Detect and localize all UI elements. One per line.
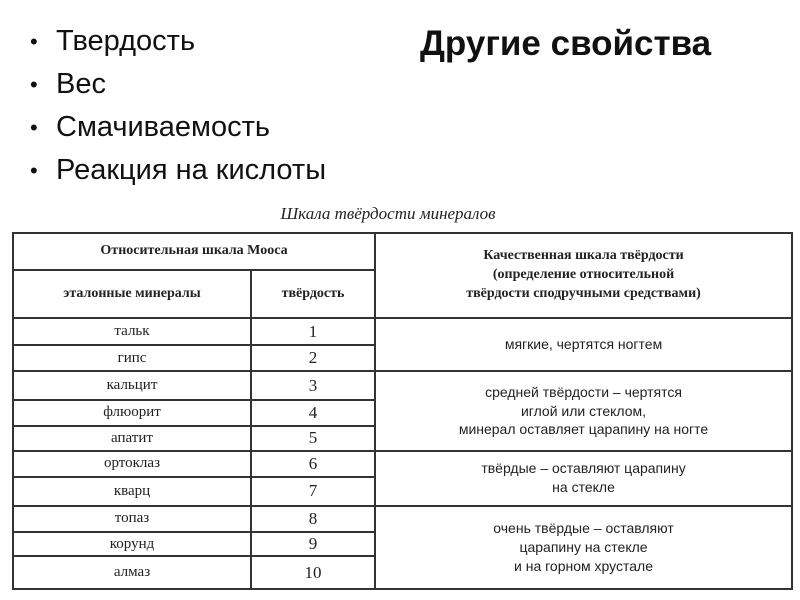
bullet-dot-icon: • (30, 28, 38, 54)
bullet-text: Твердость (56, 25, 196, 57)
table-row (13, 506, 792, 532)
mineral-cell: флюорит (13, 400, 251, 426)
qualitative-group-cell (375, 506, 792, 589)
mineral-column-header: эталонные минералы (13, 270, 251, 319)
qualitative-line: мягкие, чертятся ногтем (504, 336, 663, 353)
hardness-cell: 10 (251, 556, 375, 589)
qualitative-group-cell (375, 451, 792, 506)
table-header-row (13, 233, 792, 270)
bullet-text: Смачиваемость (56, 111, 270, 143)
hardness-cell: 6 (251, 451, 375, 477)
slide-title: Другие свойства (420, 24, 712, 63)
mineral-cell: ортоклаз (13, 451, 251, 477)
qualitative-header-line: Качественная шкала твёрдости (483, 248, 684, 264)
hardness-cell: 9 (251, 532, 375, 556)
qualitative-header-line: твёрдости сподручными средствами) (466, 286, 701, 302)
mineral-cell: топаз (13, 506, 251, 532)
qualitative-scale-header (375, 233, 792, 318)
qualitative-line: очень твёрдые – оставляют (493, 519, 674, 536)
qualitative-group-cell (375, 318, 792, 371)
bullet-dot-icon: • (30, 71, 38, 97)
table-row (13, 318, 792, 344)
hardness-cell: 7 (251, 477, 375, 505)
bullet-item (30, 106, 326, 149)
mineral-cell: корунд (13, 532, 251, 556)
hardness-scale-table (12, 232, 793, 590)
mineral-cell: алмаз (13, 556, 251, 589)
hardness-cell: 4 (251, 400, 375, 426)
mineral-cell: апатит (13, 426, 251, 450)
table-row (13, 451, 792, 477)
hardness-cell: 8 (251, 506, 375, 532)
hardness-column-header: твёрдость (251, 270, 375, 319)
mineral-cell: гипс (13, 345, 251, 371)
mohs-scale-header: Относительная шкала Мооса (13, 233, 375, 270)
bullet-item (30, 149, 326, 192)
hardness-cell: 2 (251, 345, 375, 371)
mineral-cell: кварц (13, 477, 251, 505)
hardness-cell: 3 (251, 371, 375, 399)
bullet-text: Реакция на кислоты (56, 154, 327, 186)
hardness-cell: 5 (251, 426, 375, 450)
qualitative-line: и на горном хрустале (514, 557, 654, 574)
bullet-text: Вес (56, 68, 106, 100)
qualitative-group-cell (375, 371, 792, 450)
bullet-item (30, 20, 326, 63)
qualitative-line: твёрдые – оставляют царапину (481, 460, 686, 477)
mineral-cell: кальцит (13, 371, 251, 399)
qualitative-header-line: (определение относительной (492, 267, 675, 283)
qualitative-line: царапину на стекле (519, 538, 648, 555)
table-caption (0, 204, 800, 224)
property-bullet-list (30, 20, 326, 192)
bullet-dot-icon: • (30, 157, 38, 183)
mineral-cell: тальк (13, 318, 251, 344)
table-row (13, 371, 792, 399)
qualitative-line: на стекле (552, 479, 615, 496)
bullet-dot-icon: • (30, 114, 38, 140)
table-caption-text: Шкала твёрдости минералов (280, 204, 496, 223)
qualitative-line: средней твёрдости – чертятся (485, 383, 682, 400)
bullet-item (30, 63, 326, 106)
qualitative-line: минерал оставляет царапину на ногте (458, 421, 709, 438)
qualitative-line: иглой или стеклом, (520, 402, 647, 419)
hardness-cell: 1 (251, 318, 375, 344)
